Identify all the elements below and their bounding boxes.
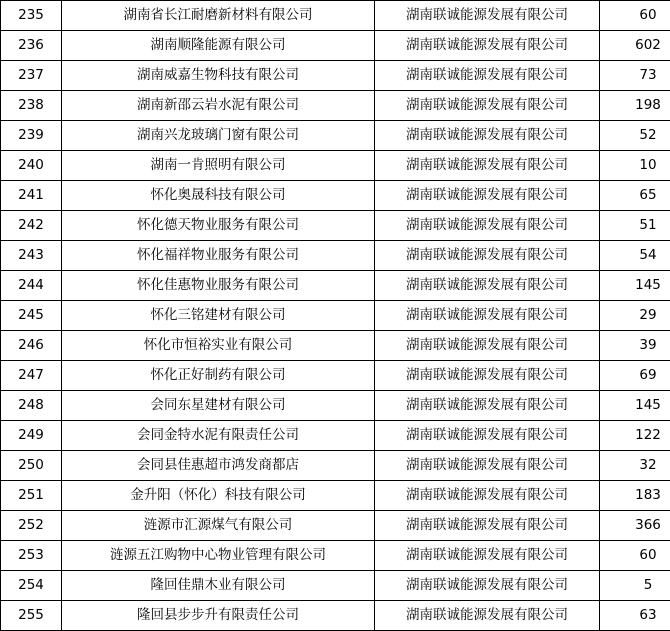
row-company-name: 会同县佳惠超市鸿发商都店: [62, 451, 375, 481]
row-index: 252: [1, 511, 62, 541]
row-index: 242: [1, 211, 62, 241]
row-amount: 52: [600, 121, 670, 151]
row-index: 248: [1, 391, 62, 421]
row-company-name: 怀化福祥物业服务有限公司: [62, 241, 375, 271]
row-index: 254: [1, 571, 62, 601]
row-index: 243: [1, 241, 62, 271]
row-amount: 602: [600, 31, 670, 61]
table-row: [1, 61, 670, 91]
row-index: 235: [1, 1, 62, 31]
table-row: [1, 421, 670, 451]
table-row: [1, 481, 670, 511]
table-row: [1, 331, 670, 361]
row-company-name: 隆回县步步升有限责任公司: [62, 601, 375, 631]
row-parent-company: 湖南联诚能源发展有限公司: [375, 211, 600, 241]
table-row: [1, 121, 670, 151]
table-row: [1, 361, 670, 391]
row-company-name: 会同金特水泥有限责任公司: [62, 421, 375, 451]
row-amount: 51: [600, 211, 670, 241]
row-amount: 65: [600, 181, 670, 211]
row-parent-company: 湖南联诚能源发展有限公司: [375, 391, 600, 421]
table-row: [1, 601, 670, 631]
row-parent-company: 湖南联诚能源发展有限公司: [375, 31, 600, 61]
row-index: 251: [1, 481, 62, 511]
row-company-name: 湖南威嘉生物科技有限公司: [62, 61, 375, 91]
row-company-name: 湖南顺隆能源有限公司: [62, 31, 375, 61]
row-index: 237: [1, 61, 62, 91]
row-parent-company: 湖南联诚能源发展有限公司: [375, 511, 600, 541]
table-row: [1, 31, 670, 61]
row-parent-company: 湖南联诚能源发展有限公司: [375, 361, 600, 391]
row-company-name: 湖南省长江耐磨新材料有限公司: [62, 1, 375, 31]
row-index: 236: [1, 31, 62, 61]
table-row: [1, 391, 670, 421]
row-company-name: 怀化三铭建材有限公司: [62, 301, 375, 331]
row-parent-company: 湖南联诚能源发展有限公司: [375, 481, 600, 511]
row-index: 250: [1, 451, 62, 481]
row-company-name: 隆回佳鼎木业有限公司: [62, 571, 375, 601]
row-amount: 10: [600, 151, 670, 181]
table-row: [1, 181, 670, 211]
row-amount: 29: [600, 301, 670, 331]
row-parent-company: 湖南联诚能源发展有限公司: [375, 331, 600, 361]
row-parent-company: 湖南联诚能源发展有限公司: [375, 241, 600, 271]
row-index: 240: [1, 151, 62, 181]
row-company-name: 涟源五江购物中心物业管理有限公司: [62, 541, 375, 571]
table-row: [1, 91, 670, 121]
row-parent-company: 湖南联诚能源发展有限公司: [375, 421, 600, 451]
table-row: [1, 271, 670, 301]
row-amount: 60: [600, 541, 670, 571]
row-parent-company: 湖南联诚能源发展有限公司: [375, 571, 600, 601]
table-row: [1, 541, 670, 571]
table-row: [1, 451, 670, 481]
table-row: [1, 511, 670, 541]
row-amount: 39: [600, 331, 670, 361]
row-amount: 32: [600, 451, 670, 481]
row-index: 238: [1, 91, 62, 121]
row-amount: 63: [600, 601, 670, 631]
row-amount: 54: [600, 241, 670, 271]
row-parent-company: 湖南联诚能源发展有限公司: [375, 181, 600, 211]
row-parent-company: 湖南联诚能源发展有限公司: [375, 601, 600, 631]
row-parent-company: 湖南联诚能源发展有限公司: [375, 271, 600, 301]
row-amount: 73: [600, 61, 670, 91]
row-amount: 198: [600, 91, 670, 121]
row-parent-company: 湖南联诚能源发展有限公司: [375, 151, 600, 181]
row-company-name: 怀化市恒裕实业有限公司: [62, 331, 375, 361]
row-parent-company: 湖南联诚能源发展有限公司: [375, 121, 600, 151]
row-index: 244: [1, 271, 62, 301]
table-row: [1, 1, 670, 31]
row-parent-company: 湖南联诚能源发展有限公司: [375, 1, 600, 31]
row-company-name: 怀化佳惠物业服务有限公司: [62, 271, 375, 301]
row-company-name: 会同东星建材有限公司: [62, 391, 375, 421]
row-parent-company: 湖南联诚能源发展有限公司: [375, 451, 600, 481]
row-amount: 145: [600, 391, 670, 421]
row-parent-company: 湖南联诚能源发展有限公司: [375, 301, 600, 331]
row-company-name: 湖南一肯照明有限公司: [62, 151, 375, 181]
row-index: 247: [1, 361, 62, 391]
row-amount: 366: [600, 511, 670, 541]
row-company-name: 怀化正好制药有限公司: [62, 361, 375, 391]
row-company-name: 怀化奥晟科技有限公司: [62, 181, 375, 211]
row-index: 239: [1, 121, 62, 151]
row-company-name: 怀化德天物业服务有限公司: [62, 211, 375, 241]
row-amount: 60: [600, 1, 670, 31]
row-company-name: 湖南兴龙玻璃门窗有限公司: [62, 121, 375, 151]
row-amount: 145: [600, 271, 670, 301]
table-body: [1, 1, 670, 631]
table-row: [1, 571, 670, 601]
row-parent-company: 湖南联诚能源发展有限公司: [375, 541, 600, 571]
row-index: 253: [1, 541, 62, 571]
table-row: [1, 211, 670, 241]
row-parent-company: 湖南联诚能源发展有限公司: [375, 61, 600, 91]
table-row: [1, 151, 670, 181]
table-row: [1, 241, 670, 271]
table-row: [1, 301, 670, 331]
row-amount: 5: [600, 571, 670, 601]
row-amount: 122: [600, 421, 670, 451]
row-index: 245: [1, 301, 62, 331]
row-company-name: 涟源市汇源煤气有限公司: [62, 511, 375, 541]
row-index: 241: [1, 181, 62, 211]
row-parent-company: 湖南联诚能源发展有限公司: [375, 91, 600, 121]
row-index: 249: [1, 421, 62, 451]
row-index: 255: [1, 601, 62, 631]
row-amount: 183: [600, 481, 670, 511]
row-amount: 69: [600, 361, 670, 391]
row-company-name: 金升阳（怀化）科技有限公司: [62, 481, 375, 511]
row-index: 246: [1, 331, 62, 361]
row-company-name: 湖南新邵云岩水泥有限公司: [62, 91, 375, 121]
